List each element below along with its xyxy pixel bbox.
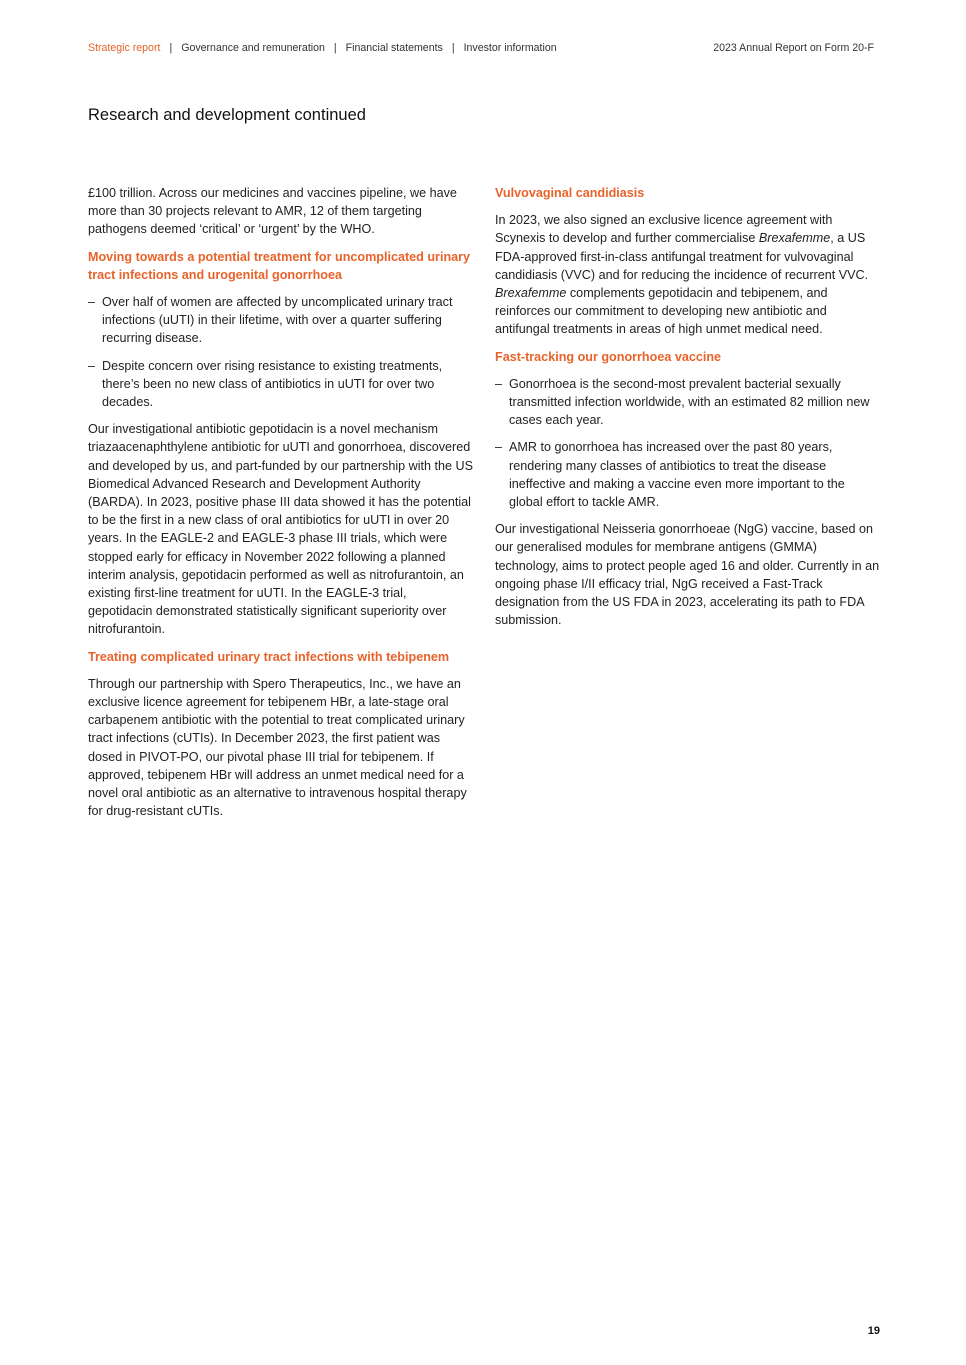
brand-name: Brexafemme [758,231,831,246]
page-title: Research and development continued [88,106,366,124]
section-nav [88,42,557,54]
gepotidacin-paragraph: Our investigational antibiotic gepotidacin is a novel mechanism triazaacenaphthylene antibiotic for uUTI and gonorrhoea, discovered and developed by us, and part-funded by our partnership with the US Biomedical Advanced Research and Development Authority (BARDA). In 2023, positive phase III data showed it has the potential to be the first in a new class of oral antibiotics for uUTI in over 20 years. In the EAGLE-2 and EAGLE-3 phase III trials, which were stopped early for efficacy in November 2022 following a planned interim analysis, gepotidacin performed as well as nitrofurantoin, an existing first-line treatment for uUTI. In the EAGLE-3 trial, gepotidacin demonstrated statistically significant superiority over nitrofurantoin. [88,422,474,637]
uuti-bullet-list [88,293,474,411]
list-item: – Despite concern over rising resistance to existing treatments, there’s been no new class of antibiotics in uUTI for over two decades. [88,357,474,412]
tebipenem-paragraph: Through our partnership with Spero Therapeutics, Inc., we have an exclusive licence agreement for tebipenem HBr, a late-stage oral carbapenem antibiotic with the potential to treat complicated urinary tract infections (cUTIs). In December 2023, the first patient was dosed in PIVOT-PO, our pivotal phase III trial for tebipenem. If approved, tebipenem HBr will address an unmet medical need for a novel oral antibiotic as an alternative to intravenous hospital therapy for drug-resistant cUTIs. [88,676,467,819]
list-item: – Gonorrhoea is the second-most prevalent bacterial sexually transmitted infection worldwide, with an estimated 82 million new cases each year. [495,375,881,430]
top-navigation [88,42,874,56]
list-item: – AMR to gonorrhoea has increased over the past 80 years, rendering many classes of antibiotics to treat the disease ineffective and making a vaccine even more important to the global effort to tackle AMR. [495,438,881,511]
nav-separator: | [451,42,455,54]
nav-governance-remuneration[interactable]: Governance and remuneration [181,42,325,54]
section-heading-uuti: Moving towards a potential treatment for uncomplicated urinary tract infections and urogenital gonorrhoea [88,249,471,282]
ngg-vaccine-paragraph: Our investigational Neisseria gonorrhoeae (NgG) vaccine, based on our generalised modules for membrane antigens (GMMA) technology, aims to protect people aged 16 and older. Currently in an ongoing phase I/II efficacy trial, NgG received a Fast-Track designation from the US FDA in 2023, accelerating its path to FDA submission. [495,522,880,628]
nav-strategic-report[interactable]: Strategic report [88,42,161,54]
intro-paragraph: £100 trillion. Across our medicines and vaccines pipeline, we have more than 30 projects relevant to AMR, 12 of them targeting pathogens deemed ‘critical’ or ‘urgent’ by the WHO. [88,186,457,237]
page-number: 19 [867,1325,880,1337]
right-column [495,184,881,638]
gonorrhoea-bullet-list [495,375,881,511]
report-title: 2023 Annual Report on Form 20-F [713,42,874,54]
section-heading-tebipenem: Treating complicated urinary tract infections with tebipenem [88,649,450,664]
section-heading-gonorrhoea-vaccine: Fast-tracking our gonorrhoea vaccine [495,349,722,364]
section-heading-vvc: Vulvovaginal candidiasis [495,186,645,200]
vvc-paragraph: In 2023, we also signed an exclusive licence agreement with Scynexis to develop and further commercialise Brexafemme, a US FDA-approved first-in-class antifungal treatment for vulvovaginal candidiasis (VVC) and for reducing the incidence of recurrent VVC. Brexafemme complements gepotidacin and tebipenem, and reinforces our commitment to developing new antibiotic and antifungal treatments in areas of high unmet medical need. [495,213,869,337]
nav-financial-statements[interactable]: Financial statements [345,42,443,54]
brand-name: Brexafemme [495,286,567,301]
nav-investor-information[interactable]: Investor information [463,42,557,54]
list-item: – Over half of women are affected by uncomplicated urinary tract infections (uUTI) in their lifetime, with over a quarter suffering recurring disease. [88,293,474,348]
nav-separator: | [169,42,173,54]
nav-separator: | [333,42,337,54]
left-column [88,184,474,830]
